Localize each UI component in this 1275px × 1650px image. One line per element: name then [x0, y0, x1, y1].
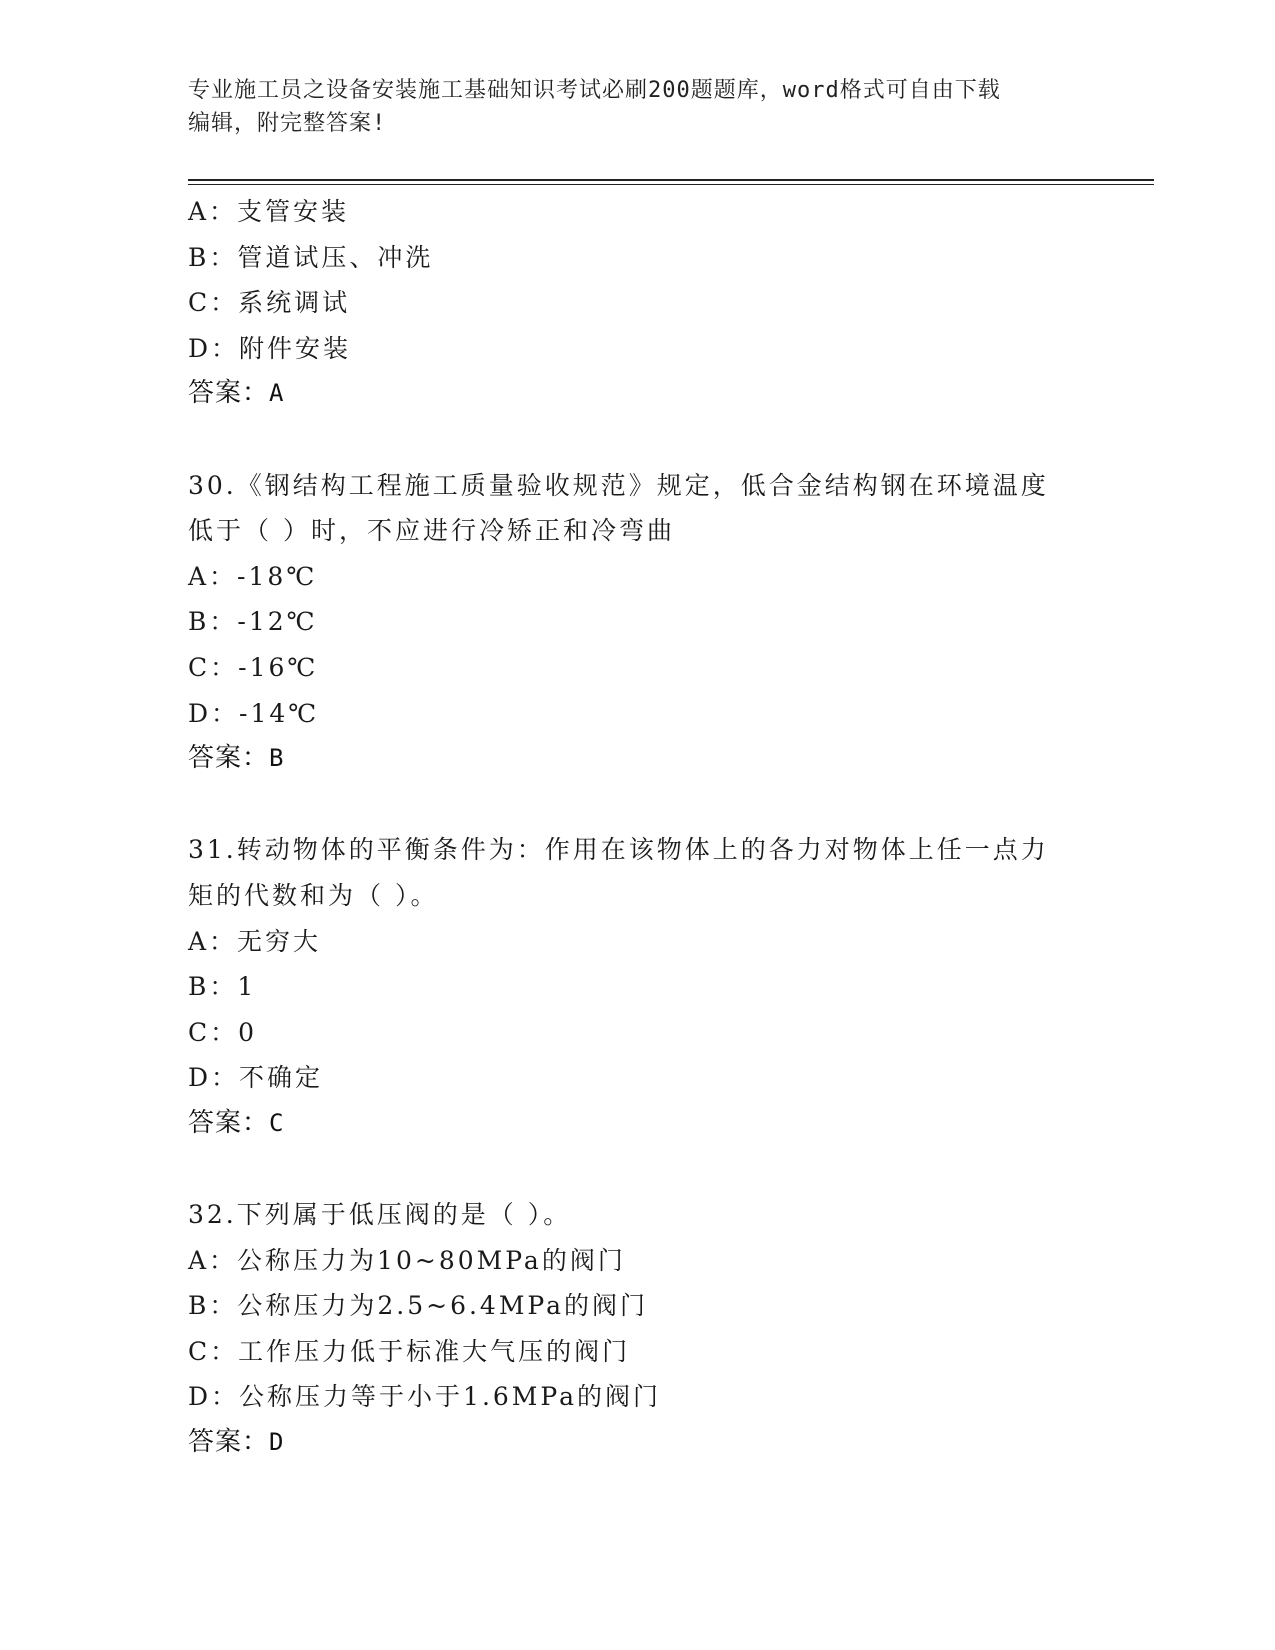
answer-value: C	[269, 1108, 285, 1137]
option-b: B：管道试压、冲洗	[188, 242, 434, 272]
header-title-line-2: 编辑，附完整答案!	[188, 111, 387, 136]
answer-label: 答案：	[188, 1427, 270, 1458]
option-d: D：附件安装	[188, 333, 352, 363]
option-c: C：0	[188, 1017, 258, 1047]
question-block	[188, 1192, 1088, 1466]
question-list	[188, 189, 1088, 1466]
answer-line	[188, 371, 1088, 417]
header-title-line-1: 专业施工员之设备安装施工基础知识考试必刷200题题库，word格式可自由下载	[188, 78, 1001, 103]
option-b: B：公称压力为2.5~6.4MPa的阀门	[188, 1291, 649, 1321]
option-d: D：不确定	[188, 1063, 324, 1093]
question-block	[188, 189, 1088, 417]
option-d: D：公称压力等于小于1.6MPa的阀门	[188, 1382, 662, 1412]
question-stem-line-1: 31.转动物体的平衡条件为：作用在该物体上的各力对物体上任一点力	[188, 835, 1049, 865]
answer-line	[188, 1420, 1088, 1466]
answer-value: B	[269, 744, 285, 773]
header-divider-thick	[188, 179, 1154, 181]
header-divider-thin	[188, 184, 1154, 185]
question-spacer	[188, 782, 1088, 828]
question-stem-line-2: 低于（ ）时，不应进行冷矫正和冷弯曲	[188, 516, 675, 546]
answer-line	[188, 736, 1088, 782]
answer-label: 答案：	[188, 1107, 270, 1138]
question-stem-line-1: 30.《钢结构工程施工质量验收规范》规定，低合金结构钢在环境温度	[188, 470, 1049, 500]
question-stem-line-2: 矩的代数和为（ ）。	[188, 880, 439, 910]
option-a: A：公称压力为10~80MPa的阀门	[188, 1245, 626, 1275]
option-b: B：1	[188, 972, 257, 1002]
option-a: A：-18℃	[188, 561, 318, 591]
document-header	[188, 74, 1088, 140]
answer-label: 答案：	[188, 378, 270, 409]
option-a: A：无穷大	[188, 926, 322, 956]
answer-label: 答案：	[188, 743, 270, 774]
option-c: C：-16℃	[188, 652, 319, 682]
option-c: C：工作压力低于标准大气压的阀门	[188, 1336, 631, 1366]
answer-line	[188, 1101, 1088, 1147]
question-spacer	[188, 417, 1088, 463]
option-d: D：-14℃	[188, 698, 320, 728]
question-spacer	[188, 1146, 1088, 1192]
option-a: A：支管安装	[188, 197, 350, 226]
option-c: C：系统调试	[188, 288, 351, 318]
question-stem-line-1: 32.下列属于低压阀的是（ ）。	[188, 1200, 572, 1230]
question-block	[188, 827, 1088, 1146]
option-b: B：-12℃	[188, 607, 318, 637]
question-block	[188, 463, 1088, 782]
answer-value: A	[269, 379, 285, 408]
answer-value: D	[269, 1428, 285, 1457]
